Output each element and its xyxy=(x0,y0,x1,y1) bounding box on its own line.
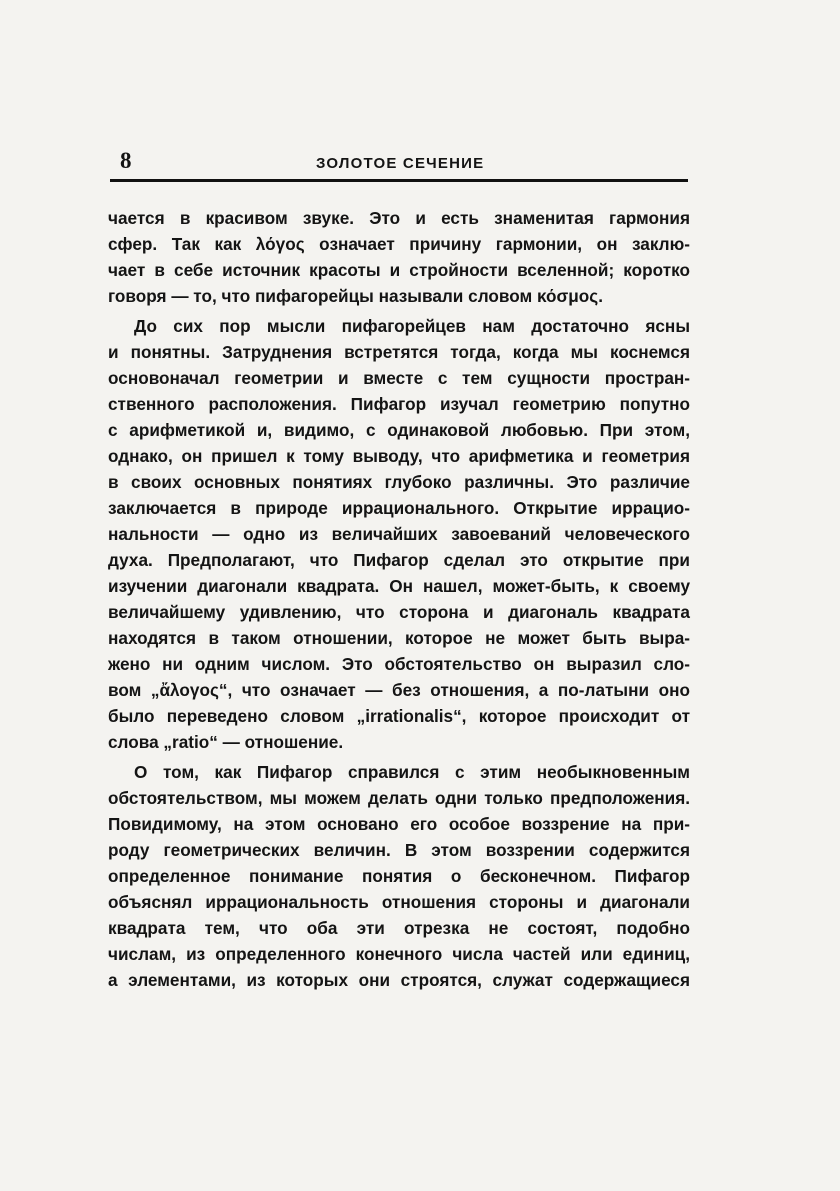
text-line: жено ни одним числом. Это обстоятельство он выразил сло- xyxy=(108,654,690,674)
text-line: основоначал геометрии и вместе с тем сущности простран- xyxy=(108,368,690,388)
text-line: говоря — то, что пифагорейцы называли словом κόσμος. xyxy=(108,286,603,306)
text-line: однако, он пришел к тому выводу, что арифметика и геометрия xyxy=(108,446,690,466)
text-line: а элементами, из которых они строятся, служат содержащиеся xyxy=(108,970,690,990)
text-line: определенное понимание понятия о бесконечном. Пифагор xyxy=(108,866,690,886)
text-line: нальности — одно из величайших завоеваний человеческого xyxy=(108,524,690,544)
text-line: Повидимому, на этом основано его особое воззрение на при- xyxy=(108,814,690,834)
text-line: находятся в таком отношении, которое не может быть выра- xyxy=(108,628,690,648)
text-line: обстоятельством, мы можем делать одни только предположения. xyxy=(108,788,690,808)
text-line: роду геометрических величин. В этом воззрении содержится xyxy=(108,840,690,860)
text-line: О том, как Пифагор справился с этим необыкновенным xyxy=(134,762,690,782)
text-line: чает в себе источник красоты и стройности вселенной; коротко xyxy=(108,260,690,280)
running-title: ЗОЛОТОЕ СЕЧЕНИЕ xyxy=(316,155,485,172)
text-line: изучении диагонали квадрата. Он нашел, может-быть, к своему xyxy=(108,576,690,596)
text-line: и понятны. Затруднения встретятся тогда, когда мы коснемся xyxy=(108,342,690,362)
text-line: чается в красивом звуке. Это и есть знаменитая гармония xyxy=(108,208,690,228)
text-line: слова „ratio“ — отношение. xyxy=(108,732,344,752)
text-line: заключается в природе иррационального. Открытие иррацио- xyxy=(108,498,690,518)
text-line: квадрата тем, что оба эти отрезка не состоят, подобно xyxy=(108,918,690,938)
running-head xyxy=(110,148,688,178)
paragraph xyxy=(108,205,690,309)
text-line: сфер. Так как λόγος означает причину гармонии, он заклю- xyxy=(108,234,690,254)
text-line: объяснял иррациональность отношения стороны и диагонали xyxy=(108,892,690,912)
text-line: величайшему удивлению, что сторона и диагональ квадрата xyxy=(108,602,690,622)
text-line: с арифметикой и, видимо, с одинаковой любовью. При этом, xyxy=(108,420,690,440)
text-line: вом „ἄλογος“, что означает — без отношения, а по-латыни оно xyxy=(108,680,690,700)
paragraph xyxy=(108,759,690,993)
header-rule xyxy=(110,179,688,182)
body-text xyxy=(108,205,690,993)
text-line: ственного расположения. Пифагор изучал геометрию попутно xyxy=(108,394,690,414)
text-line: До сих пор мысли пифагорейцев нам достаточно ясны xyxy=(134,316,690,336)
text-line: было переведено словом „irrationalis“, которое происходит от xyxy=(108,706,690,726)
paragraph xyxy=(108,313,690,755)
text-line: в своих основных понятиях глубоко различны. Это различие xyxy=(108,472,690,492)
text-line: духа. Предполагают, что Пифагор сделал это открытие при xyxy=(108,550,690,570)
page-number: 8 xyxy=(120,148,132,173)
text-line: числам, из определенного конечного числа частей или единиц, xyxy=(108,944,690,964)
